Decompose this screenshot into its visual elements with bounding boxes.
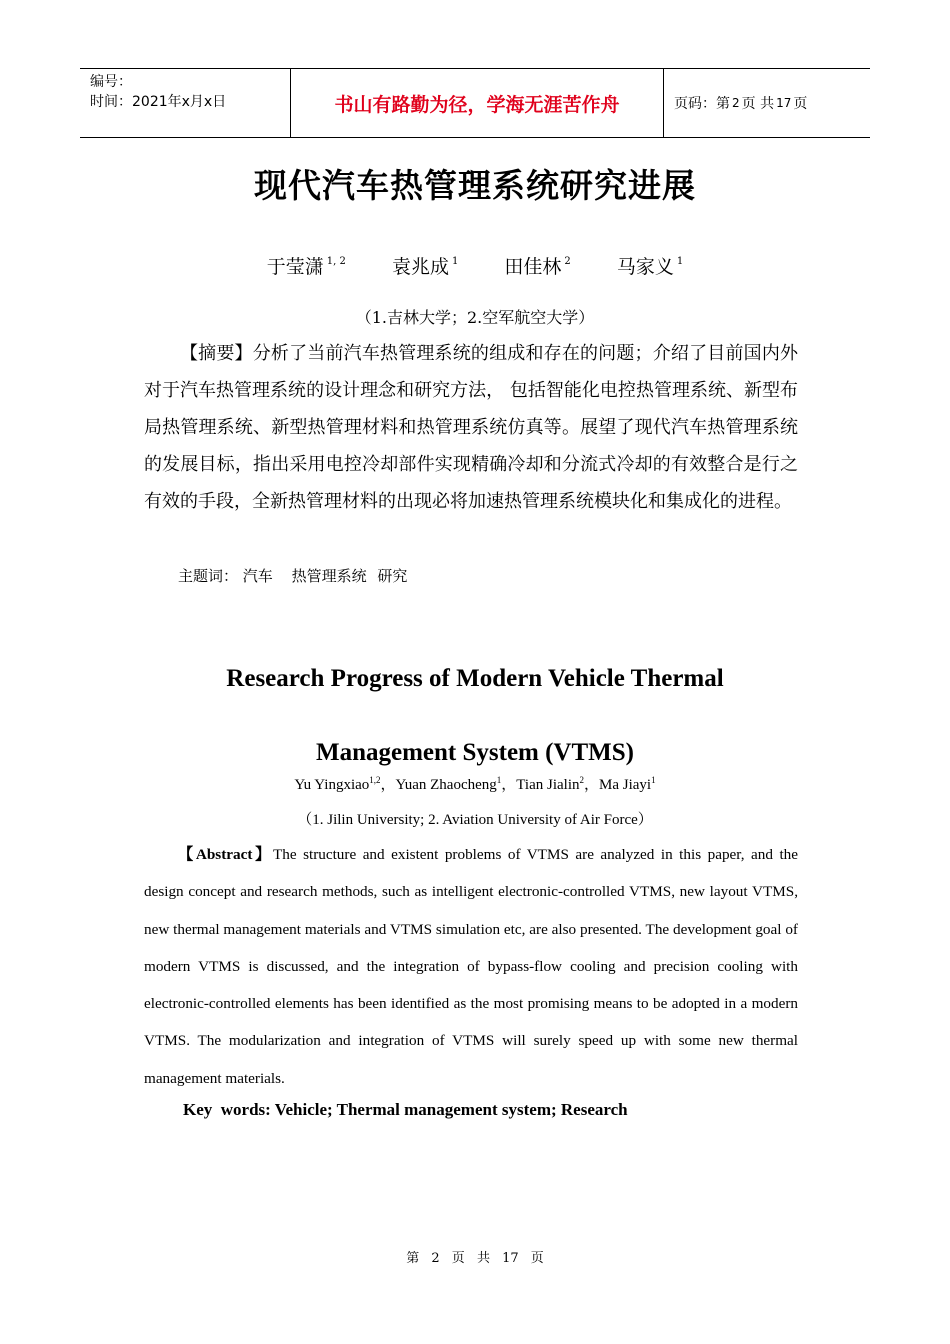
cn-keywords-label: 主题词：	[178, 567, 239, 585]
cn-author	[392, 252, 458, 279]
cn-keyword: 热管理系统	[291, 567, 367, 585]
header-motto: 书山有路勤为径，学海无涯苦作舟	[291, 69, 664, 137]
cn-author-affil: 1	[451, 256, 459, 267]
header-page-prefix: 页码：第	[674, 96, 730, 112]
cn-author	[504, 252, 570, 279]
en-author-affil: 2	[579, 775, 584, 785]
cn-abstract-text: 分析了当前汽车热管理系统的组成和存在的问题；介绍了目前国内外对于汽车热管理系统的设计理念和研究方法， 包括智能化电控热管理系统、新型布局热管理系统、新型热管理材料和热管理系统仿真等。展望了现代汽车热管理系统的发展目标，指出采用电控冷却部件实现精确冷却和分流式冷却的有效整合是行之有效的手段，全新热管理材料的出现必将加速热管理系统模块化和集成化的进程。	[144, 343, 799, 512]
en-author-affil: 1,2	[369, 775, 381, 785]
en-title	[0, 642, 950, 790]
cn-author-name: 于莹潇	[266, 256, 324, 278]
header-page-current: 2	[732, 96, 740, 110]
en-abstract	[144, 836, 798, 1097]
en-author-name: Yuan Zhaocheng	[395, 777, 497, 793]
footer-prefix: 第	[406, 1251, 420, 1266]
cn-author-name: 马家义	[616, 256, 674, 278]
cn-author-affil: 2	[564, 256, 571, 267]
en-title-line: Management System (VTMS)	[315, 739, 634, 766]
cn-keyword: 研究	[377, 567, 408, 585]
header-page-total: 17	[776, 96, 792, 110]
en-author-affil: 1	[651, 775, 656, 785]
footer-mid1: 页	[451, 1251, 465, 1266]
cn-author-name: 田佳林	[504, 256, 562, 278]
header-time-label: 时间：2021年x月x日	[90, 94, 227, 110]
cn-author-name: 袁兆成	[391, 256, 449, 278]
en-author-affil: 1	[496, 775, 502, 785]
cn-title: 现代汽车热管理系统研究进展	[254, 166, 696, 205]
cn-author-affil: 1	[676, 256, 684, 267]
cn-keywords	[178, 565, 413, 586]
header-page-mid: 页 共	[741, 96, 775, 112]
en-title-line: Research Progress of Modern Vehicle Thermal	[226, 665, 724, 692]
cn-abstract	[144, 335, 798, 520]
header-number-label: 编号：	[90, 74, 132, 90]
en-author-name: Yu Yingxiao	[294, 777, 370, 793]
en-author-sep: ，	[584, 777, 600, 793]
page-header	[80, 68, 870, 138]
en-abstract-label: 【Abstract】	[178, 846, 273, 863]
cn-authors	[0, 252, 950, 279]
cn-author-affil: 1, 2	[326, 256, 346, 267]
cn-abstract-label: 【摘要】	[180, 343, 253, 364]
cn-affiliations: （1.吉林大学；2.空军航空大学）	[355, 308, 595, 327]
en-abstract-text: The structure and existent problems of VTMS are analyzed in this paper, and the design concept and research methods, such as intelligent electronic-controlled VTMS, new layout VTMS, new thermal management materials and VTMS simulation etc, are also presented. The development goal of modern VTMS is discussed, and the integration of bypass-flow cooling and precision cooling with electronic-controlled elements has been identified as the most promising means to be adopted in a modern VTMS. The modularization and integration of VTMS will surely speed up with some new thermal management materials.	[144, 846, 798, 1087]
en-author-sep: ，	[501, 777, 517, 793]
en-author-name: Tian Jialin	[516, 777, 580, 793]
en-affiliations: （1. Jilin University; 2. Aviation University of Air Force）	[297, 812, 653, 828]
header-page-info	[664, 69, 870, 137]
cn-keyword: 汽车	[242, 567, 273, 585]
header-info-cell	[80, 69, 291, 137]
page-footer	[0, 1247, 950, 1266]
footer-suffix: 页	[530, 1251, 544, 1266]
footer-current: 2	[431, 1251, 440, 1266]
footer-mid2: 共	[476, 1251, 490, 1266]
en-author-sep: ，	[380, 777, 396, 793]
en-keywords: Key words: Vehicle; Thermal management system; Research	[183, 1100, 628, 1119]
cn-author	[267, 252, 346, 279]
cn-author	[617, 252, 683, 279]
en-author-name: Ma Jiayi	[599, 777, 652, 793]
header-page-suffix: 页	[793, 96, 808, 112]
footer-total: 17	[502, 1251, 519, 1266]
en-authors	[0, 773, 950, 794]
